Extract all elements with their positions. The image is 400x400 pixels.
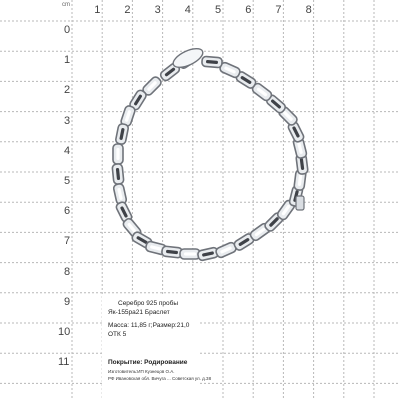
tag-metal: Серебро 925 пробы xyxy=(118,300,179,307)
tag-mass-size: Масса: 11,85 г;Размер:21,0 xyxy=(108,322,190,329)
chain-link xyxy=(115,123,129,145)
y-ruler-number: 1 xyxy=(64,54,71,67)
x-ruler-number: 1 xyxy=(94,4,101,16)
y-ruler-number: 6 xyxy=(64,205,71,218)
lobster-clasp xyxy=(171,45,206,71)
x-ruler-number: 5 xyxy=(215,4,222,16)
chain-link xyxy=(202,56,223,68)
y-ruler-number: 7 xyxy=(64,235,71,248)
x-ruler-number: 8 xyxy=(305,4,312,16)
ruler-unit-label: cm xyxy=(62,2,70,8)
y-ruler-number: 9 xyxy=(64,295,71,308)
tag-article: Як-155ра21 Браслет xyxy=(108,309,170,316)
y-ruler-number: 0 xyxy=(64,24,71,36)
x-ruler-number: 3 xyxy=(154,4,161,16)
y-ruler-number: 10 xyxy=(58,326,71,338)
x-ruler-number: 2 xyxy=(124,4,131,16)
chain-link xyxy=(197,247,219,261)
y-ruler-number: 4 xyxy=(64,144,71,157)
tag-coating: Покрытие: Родирование xyxy=(108,359,188,366)
chain-link xyxy=(113,183,127,205)
chain-link xyxy=(112,164,124,185)
y-ruler-number: 2 xyxy=(64,84,71,97)
y-ruler-number: 8 xyxy=(64,265,71,278)
x-ruler-number: 4 xyxy=(184,4,191,16)
x-ruler-number: 7 xyxy=(275,4,282,16)
end-tag xyxy=(296,196,304,210)
y-ruler-number: 11 xyxy=(58,356,70,369)
tag-otk: ОТК 5 xyxy=(108,331,127,338)
bracelet-chain xyxy=(112,45,308,261)
chain-link xyxy=(180,249,200,259)
product-tag xyxy=(102,295,212,400)
y-ruler-number: 3 xyxy=(64,114,71,127)
tag-address: РФ Ивановская обл. Вичуга ... Советская ул. д.38 xyxy=(108,376,212,381)
tag-manufacturer: Изготовитель:ИП Кузнецов О.А. xyxy=(108,369,175,374)
x-ruler-number: 6 xyxy=(245,4,252,16)
y-ruler-number: 5 xyxy=(64,175,71,187)
chain-link xyxy=(113,144,123,164)
